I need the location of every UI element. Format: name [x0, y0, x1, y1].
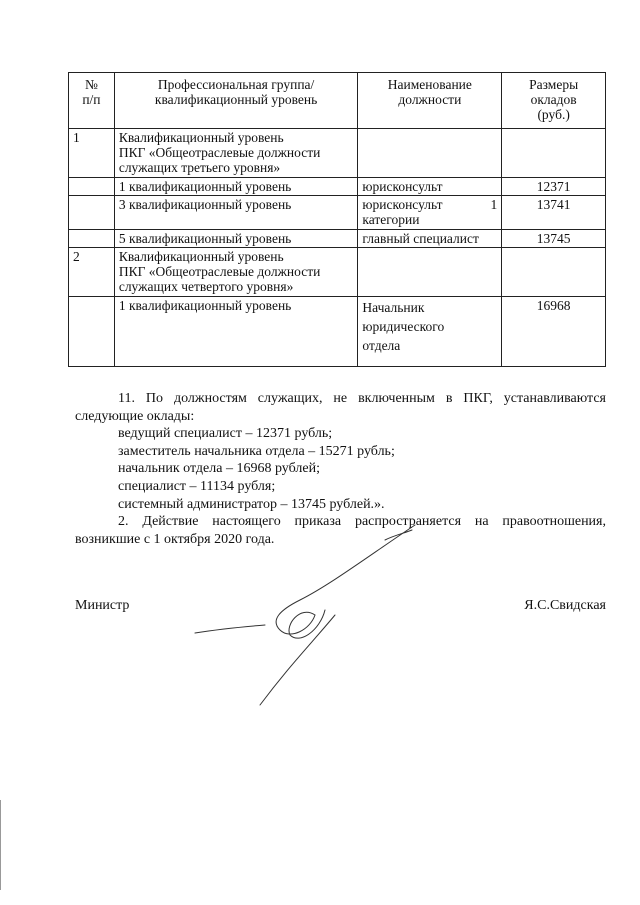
row-group: 1 квалификационный уровень	[114, 178, 358, 196]
position-line: отдела	[362, 338, 401, 353]
scan-margin-line	[0, 800, 1, 890]
row-num: 1	[69, 129, 115, 178]
header-salary-line: окладов	[530, 92, 577, 107]
row-group: 5 квалификационный уровень	[114, 230, 358, 248]
row-group	[114, 129, 358, 178]
row-position: главный специалист	[358, 230, 502, 248]
position-line: юридического	[362, 319, 445, 334]
salary-line: системный администратор – 13745 рублей.».	[118, 496, 385, 512]
row-group: 3 квалификационный уровень	[114, 196, 358, 230]
row-position	[358, 129, 502, 178]
header-position-line: должности	[398, 92, 462, 107]
table-row	[69, 230, 606, 248]
row-group: 1 квалификационный уровень	[114, 297, 358, 367]
header-salary-line: (руб.)	[537, 107, 570, 122]
row-salary	[502, 248, 606, 297]
table-row	[69, 178, 606, 196]
paragraph-2: 2. Действие настоящего приказа распространяется на правоотношения, возникшие с 1 октября 2020 года.	[75, 514, 606, 547]
row-position	[358, 196, 502, 230]
row-position: юрисконсульт	[358, 178, 502, 196]
header-group-line: квалификационный уровень	[154, 92, 318, 107]
row-num	[69, 230, 115, 248]
salary-line: начальник отдела – 16968 рублей;	[118, 461, 320, 477]
group-line: Квалификационный уровень	[118, 249, 284, 264]
table-row	[69, 248, 606, 297]
header-num	[69, 73, 115, 129]
table-row	[69, 196, 606, 230]
position-line	[362, 197, 497, 212]
group-line: ПКГ «Общеотраслевые должности	[118, 264, 321, 279]
header-group	[114, 73, 358, 129]
handwritten-signature	[190, 505, 450, 725]
group-line: служащих третьего уровня»	[118, 160, 281, 175]
row-num	[69, 196, 115, 230]
row-num	[69, 178, 115, 196]
row-num	[69, 297, 115, 367]
row-group	[114, 248, 358, 297]
salary-line: специалист – 11134 рубля;	[118, 478, 276, 494]
header-salary	[502, 73, 606, 129]
salary-line: ведущий специалист – 12371 рубль;	[118, 426, 333, 442]
table-row	[69, 129, 606, 178]
paragraph-11: 11. По должностям служащих, не включенным в ПКГ, устанавливаются следующие оклады:	[75, 391, 606, 424]
row-salary	[502, 129, 606, 178]
table-row	[69, 297, 606, 367]
row-num: 2	[69, 248, 115, 297]
signatory-title: Министр	[75, 598, 130, 613]
salary-line: заместитель начальника отдела – 15271 рубль;	[118, 443, 395, 459]
position-line: Начальник	[362, 300, 425, 315]
row-salary: 13741	[502, 196, 606, 230]
row-position	[358, 297, 502, 367]
position-suffix: 1	[490, 197, 498, 212]
row-salary: 16968	[502, 297, 606, 367]
salary-table	[68, 72, 606, 367]
signatory-name: Я.С.Свидская	[524, 598, 606, 613]
position-line: категории	[362, 212, 420, 227]
group-line: Квалификационный уровень	[118, 130, 284, 145]
header-position	[358, 73, 502, 129]
header-num-line: п/п	[82, 92, 101, 107]
row-position	[358, 248, 502, 297]
row-salary: 12371	[502, 178, 606, 196]
group-line: служащих четвертого уровня»	[118, 279, 294, 294]
position-text: юрисконсульт	[362, 197, 443, 212]
header-salary-line: Размеры	[529, 77, 579, 92]
header-position-line: Наименование	[387, 77, 472, 92]
group-line: ПКГ «Общеотраслевые должности	[118, 145, 321, 160]
row-salary: 13745	[502, 230, 606, 248]
table-header-row	[69, 73, 606, 129]
header-num-line: №	[84, 77, 98, 92]
header-group-line: Профессиональная группа/	[157, 77, 315, 92]
